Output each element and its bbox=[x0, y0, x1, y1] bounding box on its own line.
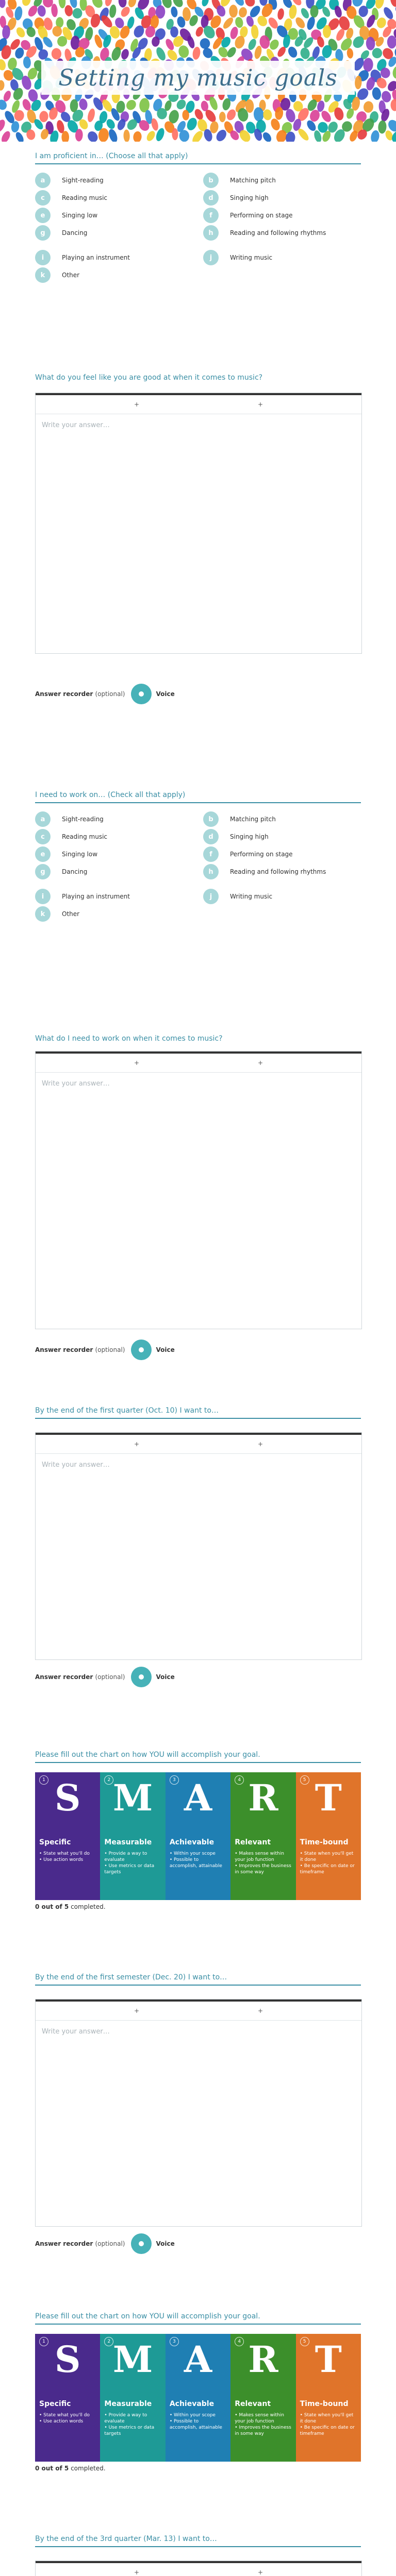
option-letter-badge: b bbox=[203, 811, 219, 827]
card-number-badge: 3 bbox=[170, 2337, 179, 2346]
record-icon bbox=[139, 1674, 144, 1680]
option-letter-badge: e bbox=[35, 846, 51, 862]
choice-option[interactable] bbox=[203, 207, 361, 224]
option-letter-badge: a bbox=[35, 811, 51, 827]
card-letter: A bbox=[184, 2338, 212, 2381]
choice-option[interactable] bbox=[203, 845, 361, 863]
toolbar-left-button[interactable]: + bbox=[134, 401, 139, 408]
toolbar-left-button[interactable]: + bbox=[134, 1059, 139, 1066]
record-button[interactable] bbox=[131, 1667, 152, 1687]
smart-card[interactable] bbox=[35, 2334, 100, 2462]
option-label: Performing on stage bbox=[230, 851, 293, 858]
toolbar-right-button[interactable]: + bbox=[258, 2007, 263, 2014]
option-letter-badge: f bbox=[203, 846, 219, 862]
option-label: Writing music bbox=[230, 893, 273, 900]
card-number-badge: 2 bbox=[104, 2337, 113, 2346]
smart-chart bbox=[35, 1772, 361, 1900]
choice-option[interactable] bbox=[203, 828, 361, 845]
answer-recorder-1: Answer recorder (optional) Voice bbox=[35, 684, 175, 704]
card-title: Time-bound bbox=[300, 2400, 349, 2408]
card-letter: S bbox=[54, 2338, 81, 2381]
card-title: Time-bound bbox=[300, 1838, 349, 1846]
option-letter-badge: k bbox=[35, 906, 51, 922]
option-label: Sight-reading bbox=[62, 816, 104, 823]
option-letter-badge: d bbox=[203, 190, 219, 206]
smart-label: Please fill out the chart on how YOU will accomplish your goal. bbox=[35, 1751, 260, 1759]
option-label: Reading music bbox=[62, 194, 108, 201]
option-label: Other bbox=[62, 272, 80, 279]
choice-option[interactable] bbox=[203, 224, 361, 242]
smart-card[interactable] bbox=[296, 2334, 361, 2462]
card-description: • Provide a way to evaluate • Use metrics or data targets bbox=[104, 1851, 155, 1875]
option-label: Matching pitch bbox=[230, 816, 276, 823]
editor-toolbar bbox=[36, 2002, 361, 2021]
card-description: • Makes sense within your job function • Improves the business in some way bbox=[235, 1851, 291, 1875]
choice-option[interactable] bbox=[35, 249, 193, 266]
option-label: Singing low bbox=[62, 851, 98, 858]
card-number-badge: 3 bbox=[170, 1775, 179, 1785]
section-divider bbox=[35, 163, 361, 164]
work-on-label: What do I need to work on when it comes to music? bbox=[35, 1035, 223, 1043]
editor-toolbar bbox=[36, 1054, 361, 1073]
smart-chart bbox=[35, 2334, 361, 2462]
card-letter: A bbox=[184, 1776, 212, 1819]
completion-status: 0 out of 5 completed. bbox=[35, 1903, 106, 1910]
toolbar-right-button[interactable]: + bbox=[258, 1059, 263, 1066]
page-title: Setting my music goals bbox=[58, 64, 338, 91]
card-description: • Provide a way to evaluate • Use metrics or data targets bbox=[104, 2413, 155, 2436]
smart-card[interactable] bbox=[100, 2334, 165, 2462]
toolbar-right-button[interactable]: + bbox=[258, 1440, 263, 1448]
option-label: Singing high bbox=[230, 194, 269, 201]
card-title: Achievable bbox=[169, 1838, 214, 1846]
card-letter: R bbox=[248, 2338, 278, 2381]
card-description: • Makes sense within your job function • Improves the business in some way bbox=[235, 2413, 291, 2436]
card-title: Specific bbox=[39, 1838, 71, 1846]
card-title: Relevant bbox=[235, 2400, 271, 2408]
option-label: Matching pitch bbox=[230, 177, 276, 184]
smart-card[interactable] bbox=[100, 1772, 165, 1900]
option-label: Writing music bbox=[230, 254, 273, 261]
smart-label: Please fill out the chart on how YOU will accomplish your goal. bbox=[35, 2312, 260, 2320]
good-at-question bbox=[35, 374, 361, 382]
completion-status: 0 out of 5 completed. bbox=[35, 2465, 106, 2472]
choice-option[interactable] bbox=[35, 845, 193, 863]
option-letter-badge: j bbox=[203, 250, 219, 265]
choice-option[interactable] bbox=[35, 266, 193, 284]
record-icon bbox=[139, 691, 144, 697]
answer-recorder-2: Answer recorder (optional) Voice bbox=[35, 1340, 175, 1360]
editor-toolbar bbox=[36, 395, 361, 414]
smart-card[interactable] bbox=[35, 1772, 100, 1900]
choice-option[interactable] bbox=[35, 172, 193, 189]
section-divider bbox=[35, 2546, 361, 2547]
record-icon bbox=[139, 1347, 144, 1352]
choice-option[interactable] bbox=[35, 905, 193, 923]
goal-answer-box[interactable] bbox=[35, 1432, 362, 1660]
card-description: • State when you'll get it done • Be specific on date or timeframe bbox=[300, 2413, 355, 2436]
card-title: Measurable bbox=[104, 1838, 152, 1846]
card-number-badge: 2 bbox=[104, 1775, 113, 1785]
card-description: • Within your scope • Possible to accomplish, attainable bbox=[169, 1851, 222, 1869]
goal-answer-box[interactable] bbox=[35, 2561, 362, 2576]
card-number-badge: 1 bbox=[39, 2337, 48, 2346]
card-number-badge: 1 bbox=[39, 1775, 48, 1785]
option-label: Singing high bbox=[230, 833, 269, 840]
choice-option[interactable] bbox=[35, 207, 193, 224]
option-letter-badge: i bbox=[35, 250, 51, 265]
choice-option[interactable] bbox=[35, 224, 193, 242]
record-icon bbox=[139, 2241, 144, 2246]
option-letter-badge: h bbox=[203, 225, 219, 241]
card-title: Measurable bbox=[104, 2400, 152, 2408]
option-letter-badge: a bbox=[35, 173, 51, 188]
option-letter-badge: h bbox=[203, 864, 219, 879]
need-work-options bbox=[35, 810, 361, 923]
card-number-badge: 4 bbox=[235, 1775, 244, 1785]
option-label: Dancing bbox=[62, 229, 88, 236]
option-letter-badge: g bbox=[35, 864, 51, 879]
goal-label: By the end of the first semester (Dec. 20) I want to… bbox=[35, 1973, 227, 1981]
option-letter-badge: j bbox=[203, 889, 219, 904]
option-letter-badge: i bbox=[35, 889, 51, 904]
answer-recorder: Answer recorder (optional) Voice bbox=[35, 2233, 175, 2254]
section-divider bbox=[35, 802, 361, 803]
goal-answer-box[interactable] bbox=[35, 1999, 362, 2227]
card-number-badge: 4 bbox=[235, 2337, 244, 2346]
card-letter: T bbox=[315, 2338, 342, 2381]
goal-label: By the end of the 3rd quarter (Mar. 13) I want to… bbox=[35, 2535, 217, 2543]
record-button[interactable] bbox=[131, 684, 152, 704]
record-button[interactable] bbox=[131, 2233, 152, 2254]
card-letter: M bbox=[112, 2338, 153, 2381]
editor-toolbar bbox=[36, 2563, 361, 2576]
goal-question bbox=[35, 1406, 361, 1419]
smart-card[interactable] bbox=[230, 2334, 295, 2462]
option-letter-badge: d bbox=[203, 829, 219, 844]
editor-toolbar bbox=[36, 1435, 361, 1454]
option-label: Reading music bbox=[62, 833, 108, 840]
smart-question bbox=[35, 1751, 361, 1763]
card-number-badge: 5 bbox=[300, 1775, 309, 1785]
option-letter-badge: k bbox=[35, 267, 51, 283]
card-letter: T bbox=[315, 1776, 342, 1819]
choice-option[interactable] bbox=[203, 888, 361, 905]
card-number-badge: 5 bbox=[300, 2337, 309, 2346]
smart-card[interactable] bbox=[230, 1772, 295, 1900]
card-letter: M bbox=[112, 1776, 153, 1819]
option-label: Singing low bbox=[62, 212, 98, 219]
option-letter-badge: g bbox=[35, 225, 51, 241]
card-title: Relevant bbox=[235, 1838, 271, 1846]
smart-card[interactable] bbox=[166, 1772, 230, 1900]
option-label: Sight-reading bbox=[62, 177, 104, 184]
smart-question bbox=[35, 2312, 361, 2325]
choice-option[interactable] bbox=[35, 888, 193, 905]
toolbar-left-button[interactable]: + bbox=[134, 2007, 139, 2014]
option-label: Playing an instrument bbox=[62, 893, 130, 900]
choice-option[interactable] bbox=[35, 810, 193, 828]
goal-label: By the end of the first quarter (Oct. 10) I want to… bbox=[35, 1406, 219, 1415]
choice-option[interactable] bbox=[203, 863, 361, 880]
option-letter-badge: f bbox=[203, 208, 219, 223]
answer-placeholder: Write your answer… bbox=[42, 421, 110, 429]
answer-recorder: Answer recorder (optional) Voice bbox=[35, 1667, 175, 1687]
choice-option[interactable] bbox=[35, 863, 193, 880]
work-on-answer-box[interactable] bbox=[35, 1051, 362, 1329]
toolbar-right-button[interactable]: + bbox=[258, 401, 263, 408]
option-label: Reading and following rhythms bbox=[230, 868, 326, 875]
record-button[interactable] bbox=[131, 1340, 152, 1360]
option-letter-badge: c bbox=[35, 190, 51, 206]
card-title: Specific bbox=[39, 2400, 71, 2408]
option-letter-badge: c bbox=[35, 829, 51, 844]
card-letter: S bbox=[54, 1776, 81, 1819]
work-on-question bbox=[35, 1035, 361, 1043]
good-at-label: What do you feel like you are good at when it comes to music? bbox=[35, 374, 263, 382]
choice-option[interactable] bbox=[203, 172, 361, 189]
need-work-question bbox=[35, 791, 361, 923]
answer-placeholder: Write your answer… bbox=[42, 1461, 110, 1469]
card-description: • State what you'll do • Use action words bbox=[39, 1851, 90, 1862]
goal-question bbox=[35, 1973, 361, 1986]
smart-card[interactable] bbox=[166, 2334, 230, 2462]
card-description: • Within your scope • Possible to accomplish, attainable bbox=[169, 2413, 222, 2430]
card-description: • State what you'll do • Use action words bbox=[39, 2413, 90, 2424]
proficient-label: I am proficient in… (Choose all that apply) bbox=[35, 152, 188, 160]
toolbar-left-button[interactable]: + bbox=[134, 1440, 139, 1448]
section-divider bbox=[35, 1762, 361, 1763]
proficient-question bbox=[35, 152, 361, 284]
choice-option[interactable] bbox=[203, 249, 361, 266]
toolbar-right-button[interactable]: + bbox=[258, 2569, 263, 2576]
option-label: Other bbox=[62, 910, 80, 918]
option-letter-badge: b bbox=[203, 173, 219, 188]
page-title-box bbox=[41, 61, 355, 95]
smart-card[interactable] bbox=[296, 1772, 361, 1900]
goal-question bbox=[35, 2535, 361, 2547]
option-label: Dancing bbox=[62, 868, 88, 875]
option-label: Reading and following rhythms bbox=[230, 229, 326, 236]
option-letter-badge: e bbox=[35, 208, 51, 223]
section-divider bbox=[35, 1985, 361, 1986]
good-at-answer-box[interactable] bbox=[35, 393, 362, 654]
answer-placeholder: Write your answer… bbox=[42, 2028, 110, 2036]
option-label: Performing on stage bbox=[230, 212, 293, 219]
need-work-label: I need to work on… (Check all that apply) bbox=[35, 791, 186, 799]
card-description: • State when you'll get it done • Be specific on date or timeframe bbox=[300, 1851, 355, 1875]
option-label: Playing an instrument bbox=[62, 254, 130, 261]
choice-option[interactable] bbox=[203, 189, 361, 207]
toolbar-left-button[interactable]: + bbox=[134, 2569, 139, 2576]
choice-option[interactable] bbox=[203, 810, 361, 828]
card-letter: R bbox=[248, 1776, 278, 1819]
choice-option[interactable] bbox=[35, 828, 193, 845]
card-title: Achievable bbox=[169, 2400, 214, 2408]
section-divider bbox=[35, 2324, 361, 2325]
section-divider bbox=[35, 1418, 361, 1419]
choice-option[interactable] bbox=[35, 189, 193, 207]
answer-placeholder: Write your answer… bbox=[42, 1080, 110, 1088]
proficient-options bbox=[35, 172, 361, 284]
